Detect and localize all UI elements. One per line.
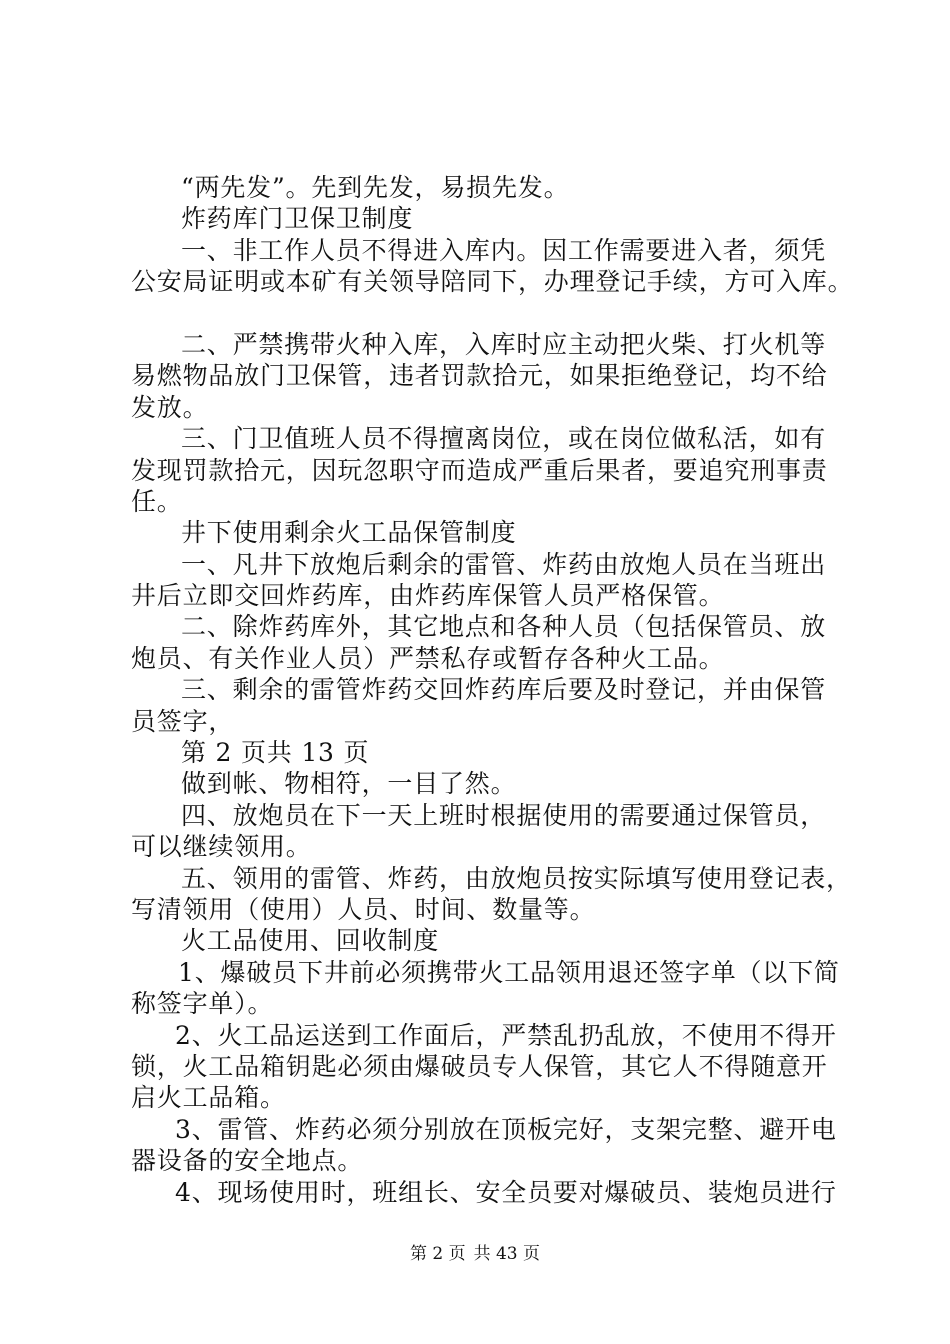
paragraph-line: 二、严禁携带火种入库，入库时应主动把火柴、打火机等 <box>181 329 827 359</box>
document-body <box>131 172 854 1208</box>
paragraph-line: 炮员、有关作业人员）严禁私存或暂存各种火工品。 <box>131 643 725 673</box>
paragraph-line: 四、放炮员在下一天上班时根据使用的需要通过保管员， <box>181 800 827 830</box>
paragraph-line: 发放。 <box>131 392 209 422</box>
paragraph-line: “两先发”。先到先发，易损先发。 <box>181 173 570 202</box>
paragraph-line: 任。 <box>131 486 183 516</box>
paragraph-line: 三、剩余的雷管炸药交回炸药库后要及时登记，并由保管 <box>181 675 827 705</box>
paragraph-line: 公安局证明或本矿有关领导陪同下，办理登记手续，方可入库。 <box>131 267 854 297</box>
paragraph-line: 易燃物品放门卫保管，违者罚款拾元，如果拒绝登记，均不给 <box>131 361 828 391</box>
paragraph-line: 可以继续领用。 <box>131 832 312 862</box>
section-heading-usage: 火工品使用、回收制度 <box>181 926 440 956</box>
paragraph-line: 一、非工作人员不得进入库内。因工作需要进入者，须凭 <box>181 235 827 265</box>
paragraph-line: 井后立即交回炸药库，由炸药库保管人员严格保管。 <box>131 581 725 611</box>
paragraph-line: 启火工品箱。 <box>131 1083 286 1113</box>
paragraph-line: 4、现场使用时，班组长、安全员要对爆破员、装炮员进行 <box>175 1177 837 1207</box>
paragraph-line: 一、凡井下放炮后剩余的雷管、炸药由放炮人员在当班出 <box>181 549 827 579</box>
paragraph-line: 五、领用的雷管、炸药，由放炮员按实际填写使用登记表， <box>181 863 852 893</box>
paragraph-line: 写清领用（使用）人员、时间、数量等。 <box>131 894 596 924</box>
paragraph-line: 称签字单）。 <box>131 989 274 1019</box>
section-heading-gatekeeper: 炸药库门卫保卫制度 <box>181 204 414 234</box>
paragraph-line: 3、雷管、炸药必须分别放在顶板完好，支架完整、避开电 <box>175 1114 837 1144</box>
paragraph-line: 1、爆破员下井前必须携带火工品领用退还签字单（以下简 <box>178 957 840 987</box>
paragraph-line: 锁，火工品箱钥匙必须由爆破员专人保管，其它人不得随意开 <box>131 1051 828 1081</box>
paragraph-line: 员签字， <box>131 706 235 736</box>
paragraph-line: 发现罚款拾元，因玩忽职守而造成严重后果者，要追究刑事责 <box>131 455 828 485</box>
paragraph-line: 器设备的安全地点。 <box>131 1146 364 1176</box>
page-footer <box>0 1243 950 1265</box>
paragraph-line: 做到帐、物相符，一目了然。 <box>181 769 517 799</box>
footer-total-pages: 共 43 页 <box>473 1244 541 1264</box>
paragraph-line: 2、火工品运送到工作面后，严禁乱扔乱放，不使用不得开 <box>175 1020 837 1050</box>
footer-page-number: 第 2 页 <box>409 1244 466 1264</box>
blank-line <box>131 298 851 329</box>
paragraph-line: 二、除炸药库外，其它地点和各种人员（包括保管员、放 <box>181 612 827 642</box>
inline-page-number: 第 2 页共 13 页 <box>181 738 370 768</box>
section-heading-underground: 井下使用剩余火工品保管制度 <box>181 518 517 548</box>
paragraph-line: 三、门卫值班人员不得擅离岗位，或在岗位做私活，如有 <box>181 424 827 454</box>
